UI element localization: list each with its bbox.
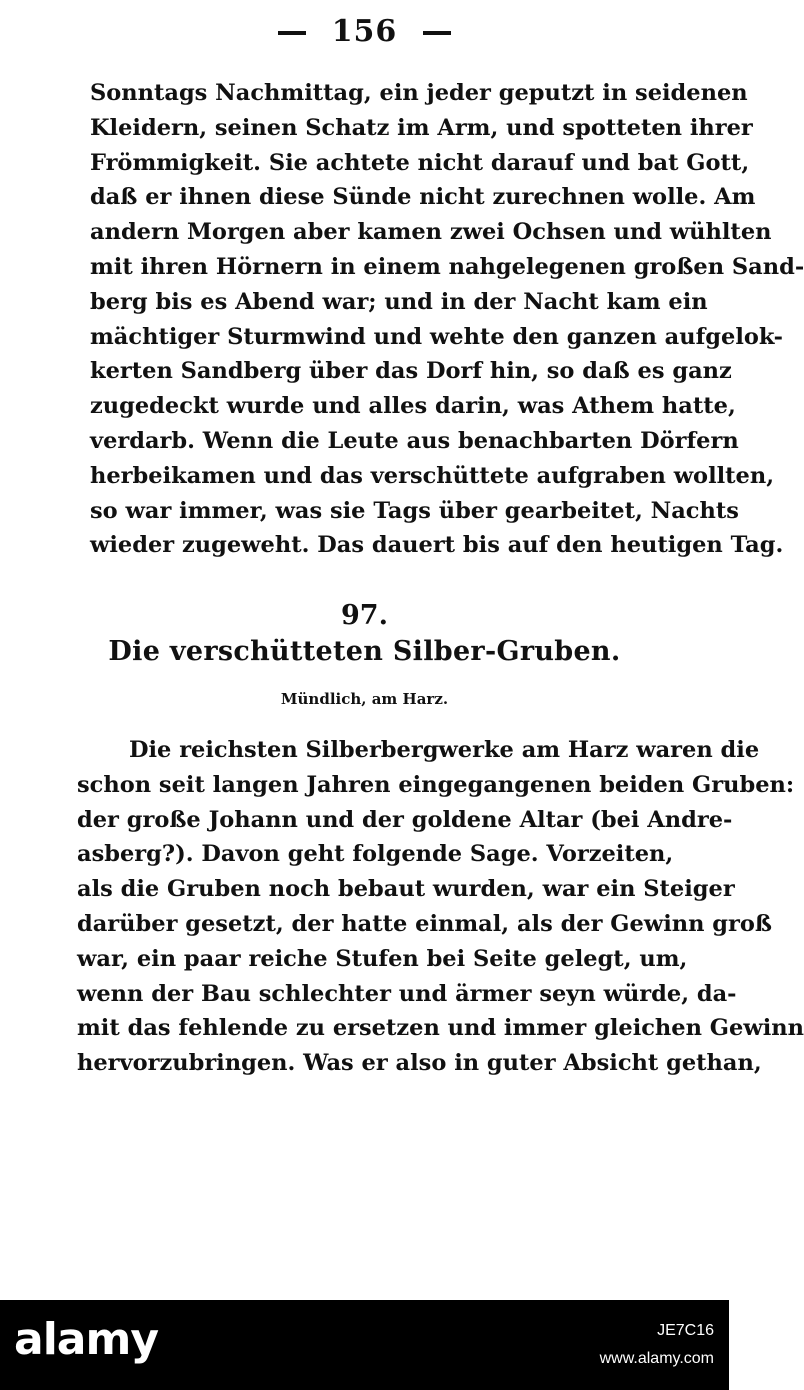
image-id: JE7C16: [657, 1322, 714, 1339]
paragraph-2-line: der große Johann und der goldene Altar (bei Andre-: [77, 806, 733, 833]
paragraph-2-line: mit das fehlende zu ersetzen und immer gleichen Gewinn: [77, 1015, 804, 1042]
paragraph-1-line: herbeikamen und das verschüttete aufgraben wollten,: [90, 462, 775, 489]
paragraph-1-line: Sonntags Nachmittag, ein jeder geputzt in seidenen: [90, 80, 748, 106]
paragraph-2-line: schon seit langen Jahren eingegangenen beiden Gruben:: [77, 771, 795, 798]
watermark-url: www.alamy.com: [599, 1350, 714, 1367]
left-dash: [278, 31, 306, 35]
paragraph-2-line: hervorzubringen. Was er also in guter Absicht gethan,: [77, 1050, 762, 1077]
paragraph-1-line: kerten Sandberg über das Dorf hin, so daß es ganz: [90, 358, 732, 385]
paragraph-1-line: wieder zugeweht. Das dauert bis auf den heutigen Tag.: [90, 532, 784, 559]
paragraph-2-line: darüber gesetzt, der hatte einmal, als der Gewinn groß: [77, 910, 772, 937]
alamy-logo: alamy: [14, 1314, 158, 1365]
paragraph-2-line: als die Gruben noch bebaut wurden, war ein Steiger: [77, 876, 735, 903]
paragraph-2-line: wenn der Bau schlechter und ärmer seyn würde, da-: [77, 980, 737, 1007]
paragraph-2-line: asberg?). Davon geht folgende Sage. Vorzeiten,: [77, 841, 674, 868]
paragraph-2-line: war, ein paar reiche Stufen bei Seite gelegt, um,: [77, 945, 688, 972]
paragraph-1-line: mit ihren Hörnern in einem nahgelegenen großen Sand-: [90, 253, 804, 280]
paragraph-2-line: Die reichsten Silberbergwerke am Harz waren die: [129, 737, 760, 763]
watermark-footer: [0, 1300, 729, 1390]
paragraph-1-line: andern Morgen aber kamen zwei Ochsen und wühlten: [90, 219, 772, 246]
story-source: Mündlich, am Harz.: [280, 690, 449, 708]
story-title: Die verschütteten Silber-Gruben.: [108, 636, 621, 667]
story-number: 97.: [341, 600, 388, 631]
paragraph-1-line: Frömmigkeit. Sie achtete nicht darauf und bat Gott,: [90, 149, 750, 176]
paragraph-1-line: berg bis es Abend war; und in der Nacht kam ein: [90, 288, 708, 315]
page-number-header: [0, 14, 729, 49]
paragraph-1-line: mächtiger Sturmwind und wehte den ganzen aufgelok-: [90, 323, 783, 350]
right-dash: [423, 31, 451, 35]
paragraph-1-line: verdarb. Wenn die Leute aus benachbarten Dörfern: [90, 427, 739, 454]
paragraph-1-line: zugedeckt wurde und alles darin, was Athem hatte,: [90, 393, 736, 420]
paragraph-1-line: so war immer, was sie Tags über gearbeitet, Nachts: [90, 497, 739, 524]
paragraph-2: [77, 733, 804, 1081]
paragraph-1-line: daß er ihnen diese Sünde nicht zurechnen wolle. Am: [90, 184, 756, 211]
paragraph-1-line: Kleidern, seinen Schatz im Arm, und spotteten ihrer: [90, 114, 753, 141]
paragraph-1: [90, 76, 804, 563]
page-number: 156: [331, 14, 398, 49]
